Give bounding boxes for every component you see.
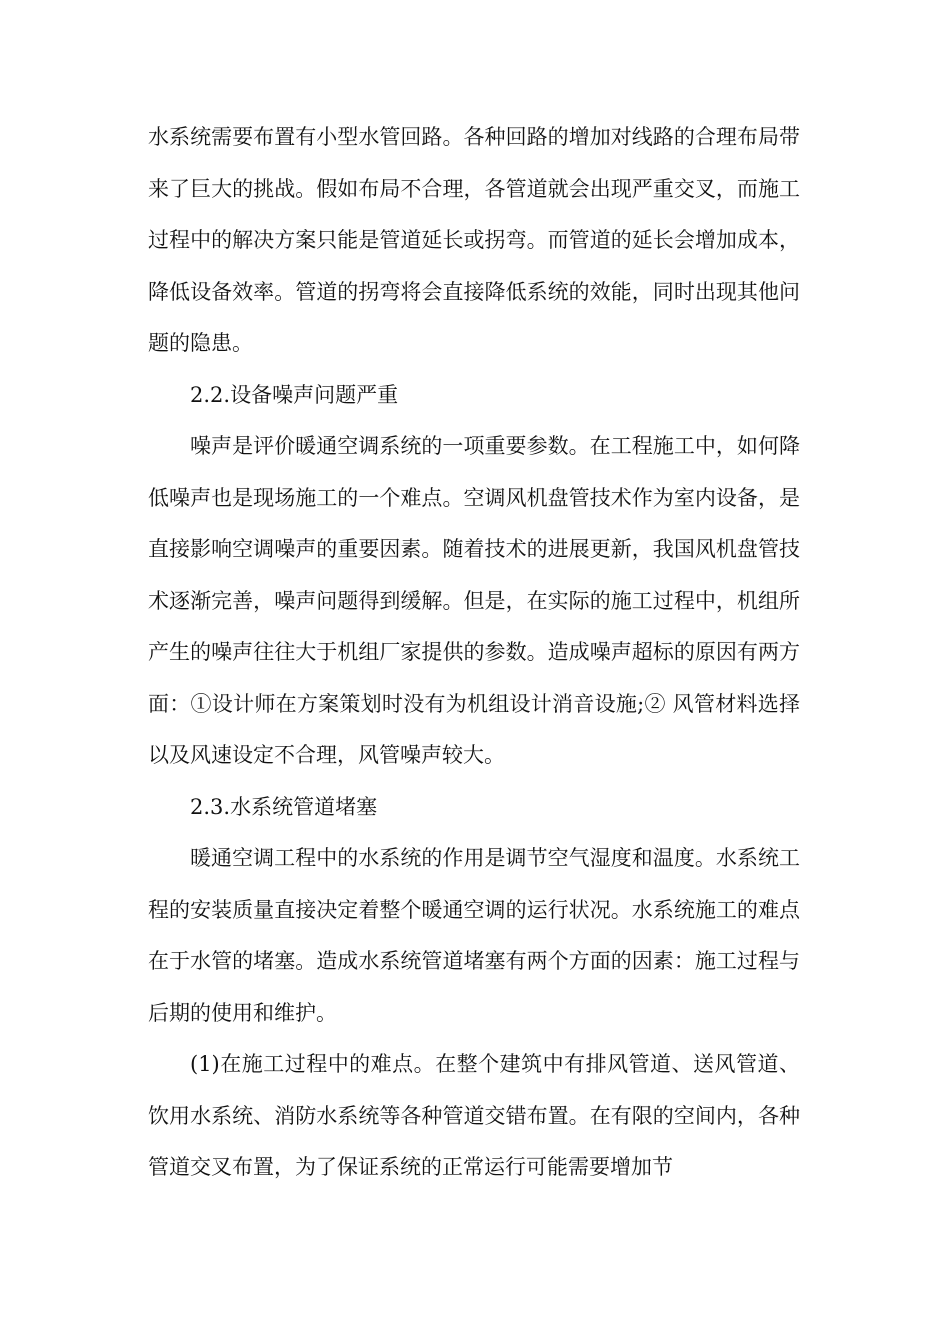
section-heading-2-2: 2.2.设备噪声问题严重	[190, 382, 399, 407]
paragraph-noise: 噪声是评价暖通空调系统的一项重要参数。在工程施工中，如何降低噪声也是现场施工的一个难点。空调风机盘管技术作为室内设备，是直接影响空调噪声的重要因素。随着技术的进展更新，我国风机盘管技术逐渐完善，噪声问题得到缓解。但是，在实际的施工过程中，机组所产生的噪声往往大于机组厂家提供的参数。造成噪声超标的原因有两方面：①设计师在方案策划时没有为机组设计消音设施;② 风管材料选择以及风速设定不合理，风管噪声较大。	[148, 434, 800, 767]
document-body	[148, 112, 800, 1194]
section-heading-2-3: 2.3.水系统管道堵塞	[190, 794, 378, 819]
paragraph-water-system: 暖通空调工程中的水系统的作用是调节空气湿度和温度。水系统工程的安装质量直接决定着整个暖通空调的运行状况。水系统施工的难点在于水管的堵塞。造成水系统管道堵塞有两个方面的因素：施工过程与后期的使用和维护。	[148, 846, 800, 1025]
paragraph-construction-difficulty: (1)在施工过程中的难点。在整个建筑中有排风管道、送风管道、饮用水系统、消防水系统等各种管道交错布置。在有限的空间内，各种管道交叉布置，为了保证系统的正常运行可能需要增加节	[148, 1052, 800, 1179]
paragraph-continued: 水系统需要布置有小型水管回路。各种回路的增加对线路的合理布局带来了巨大的挑战。假如布局不合理，各管道就会出现严重交叉，而施工过程中的解决方案只能是管道延长或拐弯。而管道的延长会增加成本，降低设备效率。管道的拐弯将会直接降低系统的效能，同时出现其他问题的隐患。	[148, 125, 800, 355]
